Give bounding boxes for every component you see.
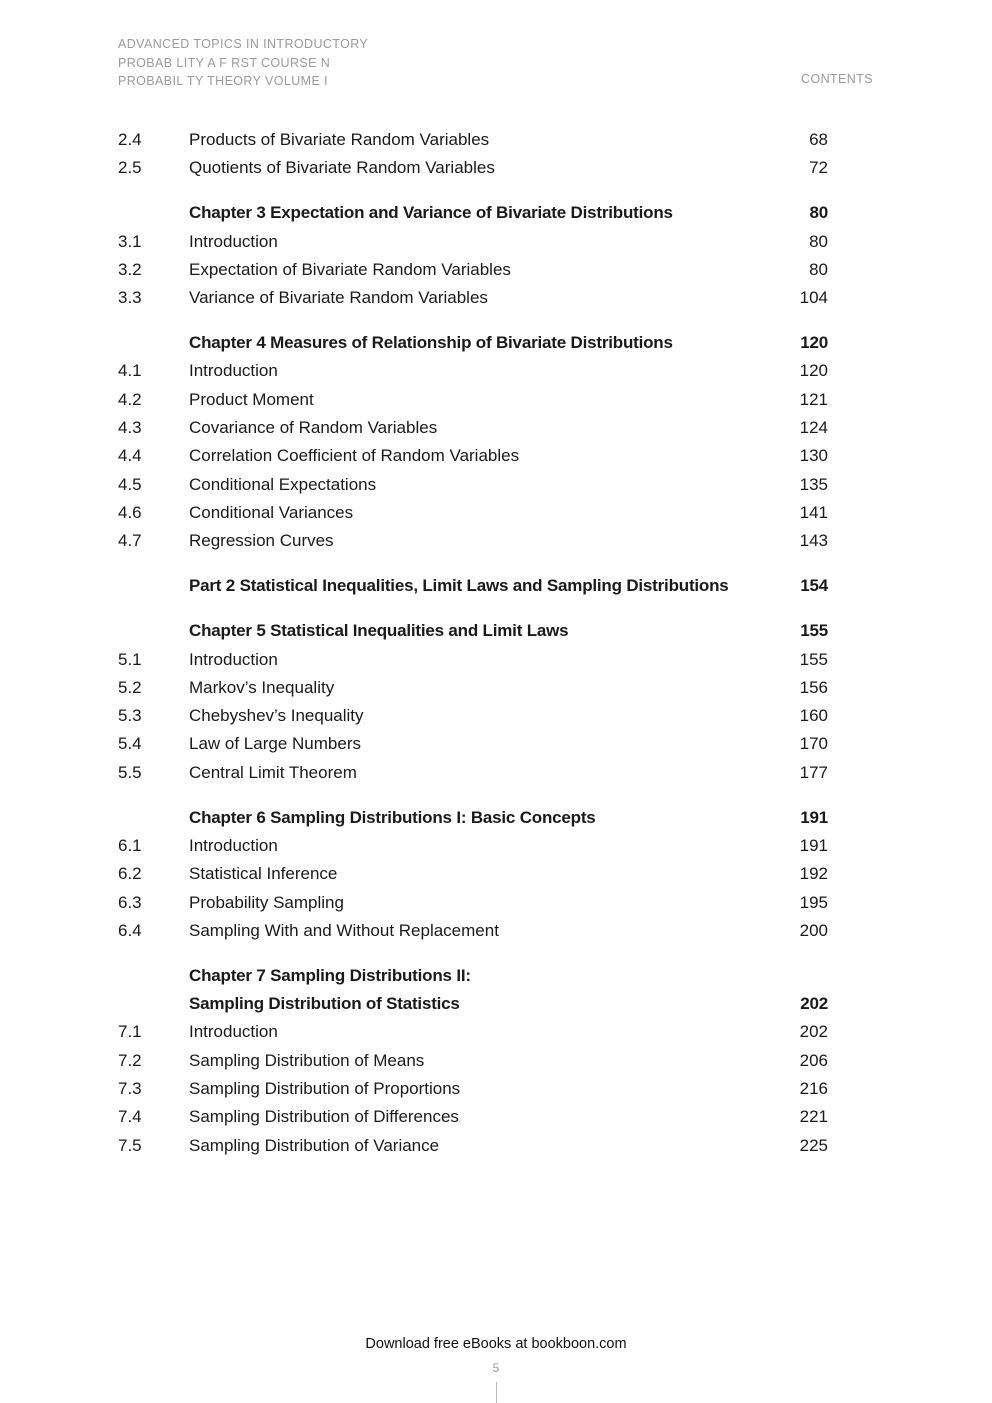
toc-chapter-heading[interactable] <box>118 199 828 227</box>
toc-section-number: 4.4 <box>118 446 142 466</box>
toc-page-number: 141 <box>799 502 828 522</box>
toc-title: Introduction <box>189 361 278 381</box>
toc-title: Quotients of Bivariate Random Variables <box>189 158 495 178</box>
toc-section-number: 6.1 <box>118 835 142 855</box>
toc-entry[interactable] <box>118 256 828 284</box>
toc-chapter-heading[interactable] <box>118 990 828 1018</box>
toc-title: Introduction <box>189 1022 278 1042</box>
toc-title: Covariance of Random Variables <box>189 418 438 438</box>
toc-title: Conditional Variances <box>189 502 354 522</box>
toc-title: Variance of Bivariate Random Variables <box>189 288 488 308</box>
toc-entry[interactable] <box>118 1132 828 1160</box>
toc-title: Chapter 7 Sampling Distributions II: <box>189 965 471 985</box>
section-label: CONTENTS <box>801 72 873 86</box>
toc-page-number: 170 <box>799 734 828 754</box>
toc-page-number: 72 <box>809 158 828 178</box>
toc-section-number: 7.4 <box>118 1107 142 1127</box>
toc-page-number: 80 <box>809 231 828 251</box>
toc-page-number: 156 <box>799 677 828 697</box>
toc-section-number: 6.4 <box>118 920 142 940</box>
toc-page-number: 160 <box>799 706 828 726</box>
toc-title: Sampling Distribution of Means <box>189 1050 425 1070</box>
toc-page-number: 155 <box>800 621 828 641</box>
toc-title: Part 2 Statistical Inequalities, Limit Laws and Sampling Distributions <box>189 576 729 596</box>
toc-page-number: 135 <box>799 474 828 494</box>
toc-entry[interactable] <box>118 284 828 312</box>
toc-page-number: 120 <box>800 333 828 353</box>
toc-title: Regression Curves <box>189 531 334 551</box>
toc-entry[interactable] <box>118 386 828 414</box>
toc-entry[interactable] <box>118 730 828 758</box>
toc-title: Expectation of Bivariate Random Variables <box>189 259 511 279</box>
toc-entry[interactable] <box>118 1018 828 1046</box>
toc-entry[interactable] <box>118 357 828 385</box>
toc-title: Sampling With and Without Replacement <box>189 920 499 940</box>
toc-entry[interactable] <box>118 917 828 945</box>
toc-page-number: 121 <box>799 389 828 409</box>
toc-title: Chapter 6 Sampling Distributions I: Basic Concepts <box>189 807 596 827</box>
toc-page-number: 192 <box>799 864 828 884</box>
toc-title: Chebyshev’s Inequality <box>189 706 364 726</box>
toc-section-number: 5.4 <box>118 734 142 754</box>
toc-page-number: 68 <box>809 130 828 149</box>
toc-entry[interactable] <box>118 499 828 527</box>
toc-chapter-heading[interactable] <box>118 962 828 990</box>
toc-title: Probability Sampling <box>189 892 344 912</box>
toc-entry[interactable] <box>118 1047 828 1075</box>
toc-section-number: 4.1 <box>118 361 142 381</box>
toc-section-number: 3.2 <box>118 259 142 279</box>
toc-title: Statistical Inference <box>189 864 338 884</box>
toc-section-number: 3.1 <box>118 231 142 251</box>
download-link[interactable]: Download free eBooks at bookboon.com <box>365 1336 627 1352</box>
toc-entry[interactable] <box>118 832 828 860</box>
toc-title: Introduction <box>189 835 278 855</box>
toc-section-number: 7.3 <box>118 1079 142 1099</box>
toc-page-number: 191 <box>799 835 828 855</box>
toc-title: Sampling Distribution of Proportions <box>189 1079 461 1099</box>
page-number: 5 <box>492 1361 500 1375</box>
toc-chapter-heading[interactable] <box>118 804 828 832</box>
header-line: PROBAB LITY A F RST COURSE N <box>118 55 331 70</box>
toc-entry[interactable] <box>118 860 828 888</box>
table-of-contents <box>118 126 828 1160</box>
toc-entry[interactable] <box>118 527 828 555</box>
toc-chapter-heading[interactable] <box>118 329 828 357</box>
toc-section-number: 6.3 <box>118 892 142 912</box>
toc-section-number: 5.5 <box>118 762 142 782</box>
toc-title: Conditional Expectations <box>189 474 377 494</box>
toc-page-number: 221 <box>799 1107 828 1127</box>
toc-page-number: 206 <box>799 1050 828 1070</box>
toc-entry[interactable] <box>118 414 828 442</box>
toc-page-number: 202 <box>800 994 828 1014</box>
toc-section-number: 7.5 <box>118 1135 142 1155</box>
toc-section-number: 5.3 <box>118 706 142 726</box>
toc-page-number: 195 <box>799 892 828 912</box>
toc-entry[interactable] <box>118 1075 828 1103</box>
toc-title: Law of Large Numbers <box>189 734 361 754</box>
toc-section-number: 4.2 <box>118 389 142 409</box>
toc-section-number: 3.3 <box>118 288 142 308</box>
running-header <box>118 35 368 91</box>
toc-section-number: 4.6 <box>118 502 142 522</box>
toc-page-number: 124 <box>799 418 828 438</box>
toc-entry[interactable] <box>118 646 828 674</box>
toc-page-number: 225 <box>799 1135 828 1155</box>
toc-title: Correlation Coefficient of Random Variables <box>189 446 520 466</box>
header-line: PROBABIL TY THEORY VOLUME I <box>118 74 328 88</box>
toc-page-number: 120 <box>799 361 828 381</box>
toc-page-number: 104 <box>799 288 828 308</box>
toc-section-number: 7.1 <box>118 1022 142 1042</box>
toc-title: Introduction <box>189 231 278 251</box>
toc-entry[interactable] <box>118 1103 828 1131</box>
toc-title: Product Moment <box>189 389 314 409</box>
toc-page-number: 202 <box>799 1022 828 1042</box>
toc-title: Markov’s Inequality <box>189 677 335 697</box>
toc-title: Sampling Distribution of Statistics <box>189 994 460 1014</box>
page-divider <box>496 1382 497 1403</box>
toc-section-number: 6.2 <box>118 864 142 884</box>
toc-page-number: 216 <box>799 1079 828 1099</box>
toc-section-number: 5.2 <box>118 677 142 697</box>
toc-title: Chapter 4 Measures of Relationship of Bivariate Distributions <box>189 333 673 353</box>
toc-title: Sampling Distribution of Differences <box>189 1107 459 1127</box>
toc-title: Introduction <box>189 649 278 669</box>
toc-entry[interactable] <box>118 759 828 787</box>
toc-title: Chapter 5 Statistical Inequalities and Limit Laws <box>189 621 569 641</box>
toc-page-number: 143 <box>799 531 828 551</box>
toc-entry[interactable] <box>118 702 828 730</box>
toc-section-number: 4.7 <box>118 531 142 551</box>
toc-page-number: 80 <box>809 259 828 279</box>
toc-page-number: 200 <box>799 920 828 940</box>
toc-page-number: 155 <box>799 649 828 669</box>
toc-page-number: 177 <box>799 762 828 782</box>
toc-page-number: 154 <box>800 576 828 596</box>
toc-title: Products of Bivariate Random Variables <box>189 130 490 149</box>
toc-title: Sampling Distribution of Variance <box>189 1135 440 1155</box>
toc-entry[interactable] <box>118 126 828 154</box>
toc-entry[interactable] <box>118 674 828 702</box>
toc-page-number: 80 <box>809 203 828 223</box>
toc-section-number: 5.1 <box>118 649 142 669</box>
header-line: ADVANCED TOPICS IN INTRODUCTORY <box>118 37 369 51</box>
toc-section-number: 4.3 <box>118 418 142 438</box>
toc-entry[interactable] <box>118 889 828 917</box>
toc-entry[interactable] <box>118 442 828 470</box>
toc-section-number: 4.5 <box>118 474 142 494</box>
toc-chapter-heading[interactable] <box>118 572 828 600</box>
toc-title: Central Limit Theorem <box>189 762 357 782</box>
toc-section-number: 7.2 <box>118 1050 142 1070</box>
toc-section-number: 2.5 <box>118 158 142 178</box>
toc-entry[interactable] <box>118 471 828 499</box>
toc-page-number: 191 <box>800 807 828 827</box>
toc-section-number: 2.4 <box>118 130 142 149</box>
toc-chapter-heading[interactable] <box>118 617 828 645</box>
toc-entry[interactable] <box>118 228 828 256</box>
toc-title: Chapter 3 Expectation and Variance of Bivariate Distributions <box>189 203 673 223</box>
toc-entry[interactable] <box>118 154 828 182</box>
toc-page-number: 130 <box>799 446 828 466</box>
